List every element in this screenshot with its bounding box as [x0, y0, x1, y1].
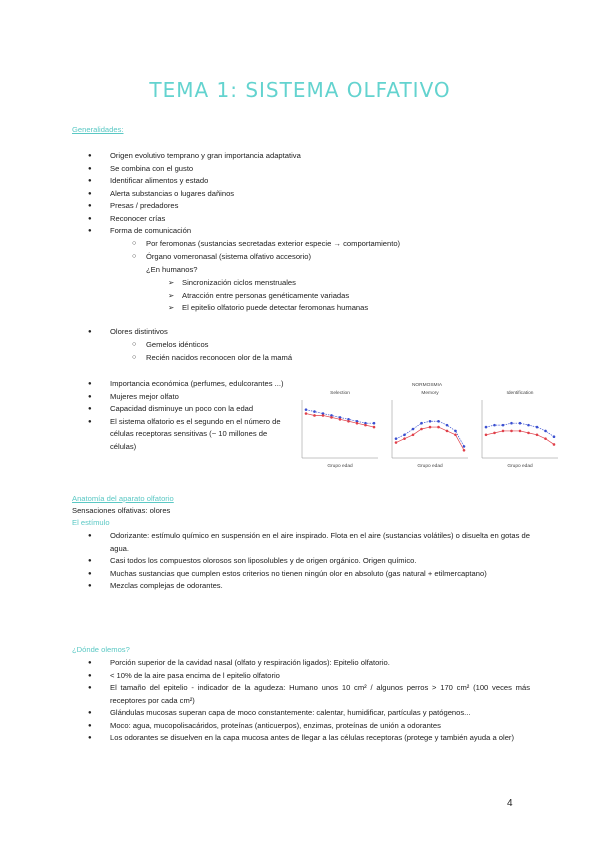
olores-list — [110, 326, 410, 339]
anatomia-list — [110, 530, 530, 593]
data-point — [347, 420, 350, 423]
list-item: ● Mujeres mejor olfato — [110, 391, 286, 404]
list-item: ● Origen evolutivo temprano y gran importancia adaptativa — [110, 150, 490, 163]
data-point — [502, 430, 505, 433]
data-point — [339, 418, 342, 421]
x-axis-label: Grupo edad — [507, 464, 533, 469]
list-item: ○ Recién nacidos reconocen olor de la mamá — [146, 352, 446, 365]
comunicacion-sublist — [146, 238, 486, 263]
panel-title: Selection — [330, 391, 350, 396]
data-point — [322, 414, 325, 417]
list-item: ➢ Atracción entre personas genéticamente variadas — [182, 290, 482, 303]
series-line — [396, 427, 464, 450]
data-point — [437, 426, 440, 429]
list-item: ● Odorizante: estímulo químico en suspensión en el aire inspirado. Flota en el aire (sustancias volátiles) o disuelta en gotas de agua. — [110, 530, 530, 555]
chart-title: NORMOSMIA — [411, 383, 443, 388]
data-point — [305, 412, 308, 415]
series-line — [486, 431, 554, 445]
data-point — [429, 420, 432, 423]
list-item: ● Casi todos los compuestos olorosos son liposolubles y de origen orgánico. Origen químico. — [110, 555, 530, 568]
data-point — [395, 441, 398, 444]
data-point — [519, 422, 522, 425]
data-point — [373, 426, 376, 429]
data-point — [502, 424, 505, 427]
section-heading-generalidades: Generalidades: — [72, 125, 124, 134]
list-item: ● Glándulas mucosas superan capa de moco constantemente: calentar, humidificar, partículas y patógenos... — [110, 707, 530, 720]
data-point — [527, 432, 530, 435]
data-point — [553, 435, 556, 438]
data-point — [403, 434, 406, 437]
data-point — [463, 449, 466, 452]
list-item: ● Mezclas complejas de odorantes. — [110, 580, 530, 593]
data-point — [420, 428, 423, 431]
data-point — [493, 432, 496, 435]
data-point — [454, 430, 457, 433]
list-item: ● < 10% de la aire pasa encima de l epitelio olfatorio — [110, 670, 530, 683]
generalidades-list — [110, 150, 490, 238]
list-item: ● Presas / predadores — [110, 200, 490, 213]
list-item: ➢ Sincronización ciclos menstruales — [182, 277, 482, 290]
list-item: ● Forma de comunicación — [110, 225, 490, 238]
data-point — [519, 430, 522, 433]
list-item: ● Alerta substancias o lugares dañinos — [110, 188, 490, 201]
list-item: ● Olores distintivos — [110, 326, 410, 339]
data-point — [454, 434, 457, 437]
data-point — [437, 420, 440, 423]
donde-list — [110, 657, 530, 745]
olores-sublist — [146, 339, 446, 364]
section-heading-donde: ¿Dónde olemos? — [72, 645, 130, 654]
data-point — [536, 426, 539, 429]
data-point — [373, 422, 376, 425]
data-point — [544, 437, 547, 440]
page-title: TEMA 1: SISTEMA OLFATIVO — [149, 78, 451, 102]
list-item: ○ Órgano vomeronasal (sistema olfativo accesorio) — [146, 251, 486, 264]
list-item: ● Reconocer crías — [110, 213, 490, 226]
data-point — [313, 414, 316, 417]
list-item: ● El sistema olfatorio es el segundo en el número de células receptoras sensitivas (~ 10 millones de células) — [110, 416, 286, 454]
data-point — [463, 445, 466, 448]
list-item: ● Identificar alimentos y estado — [110, 175, 490, 188]
data-point — [536, 434, 539, 437]
list-item: ● Capacidad disminuye un poco con la edad — [110, 403, 286, 416]
data-point — [330, 416, 333, 419]
section-heading-anatomia: Anatomía del aparato olfatorio — [72, 494, 174, 503]
data-point — [510, 430, 513, 433]
data-point — [429, 426, 432, 429]
data-point — [446, 424, 449, 427]
list-item: ● Se combina con el gusto — [110, 163, 490, 176]
humanos-question: ¿En humanos? — [146, 265, 198, 274]
data-point — [510, 422, 513, 425]
importancia-list — [110, 378, 286, 453]
data-point — [485, 426, 488, 429]
list-item: ● El tamaño del epitelio - indicador de la agudeza: Humano unos 10 cm² / algunos perros > 170 cm² (100 veces más receptores por cada cm²) — [110, 682, 530, 707]
list-item: ● Los odorantes se disuelven en la capa mucosa antes de llegar a las células receptoras (protege y también ayuda a oler) — [110, 732, 530, 745]
data-point — [356, 422, 359, 425]
page-number: 4 — [507, 798, 513, 809]
list-item: ● Muchas sustancias que cumplen estos criterios no tienen ningún olor en absoluto (gas natural + etilmercaptano) — [110, 568, 530, 581]
data-point — [493, 424, 496, 427]
data-point — [364, 424, 367, 427]
data-point — [412, 428, 415, 431]
list-item: ○ Por feromonas (sustancias secretadas exterior especie → comportamiento) — [146, 238, 486, 251]
data-point — [313, 410, 316, 413]
list-item: ○ Gemelos idénticos — [146, 339, 446, 352]
list-item: ● Importancia económica (perfumes, edulcorantes ...) — [110, 378, 286, 391]
data-point — [485, 434, 488, 437]
data-point — [446, 430, 449, 433]
list-item: ● Porción superior de la cavidad nasal (olfato y respiración ligados): Epitelio olfatorio. — [110, 657, 530, 670]
x-axis-label: Grupo edad — [327, 464, 353, 469]
data-point — [412, 434, 415, 437]
sensaciones-line: Sensaciones olfativas: olores — [72, 506, 171, 515]
data-point — [544, 430, 547, 433]
data-point — [403, 437, 406, 440]
list-item: ● Moco: agua, mucopolisacáridos, proteínas (anticuerpos), enzimas, proteínas de unión a odorantes — [110, 720, 530, 733]
normosmia-chart — [292, 378, 562, 483]
panel-title: Memory — [421, 391, 439, 396]
data-point — [420, 422, 423, 425]
humanos-list — [182, 277, 482, 315]
data-point — [395, 437, 398, 440]
data-point — [305, 408, 308, 411]
data-point — [553, 443, 556, 446]
panel-title: Identification — [506, 391, 534, 396]
data-point — [527, 424, 530, 427]
estimulo-heading: El estímulo — [72, 518, 110, 527]
x-axis-label: Grupo edad — [417, 464, 443, 469]
list-item: ➢ El epitelio olfatorio puede detectar feromonas humanas — [182, 302, 482, 315]
